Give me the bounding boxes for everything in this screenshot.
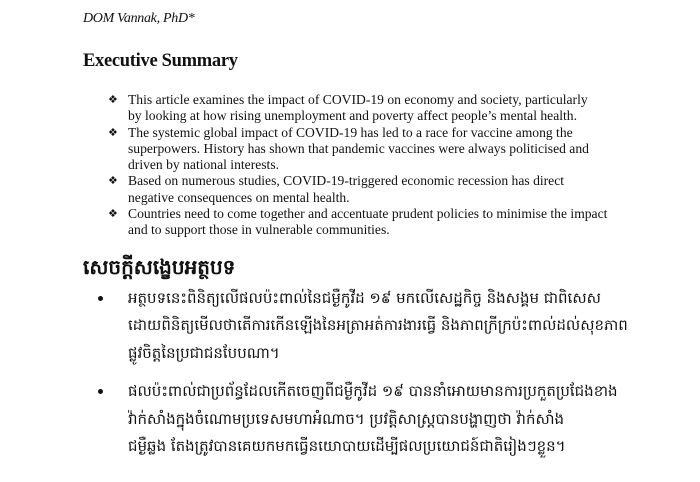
text-line: Based on numerous studies, COVID-19-triggered economic recession has direct xyxy=(128,173,565,189)
summary-item xyxy=(108,92,658,125)
text-line: negative consequences on mental health. xyxy=(128,189,350,205)
diamond-bullet-icon: ❖ xyxy=(108,174,118,188)
text-line: វ៉ាក់សាំងក្នុងចំណោមប្រទេសមហាអំណាច។ ប្រវត្តិសាស្ត្របានបង្ហាញថា វ៉ាក់សាំង xyxy=(128,409,565,428)
text-line: ជម្ងឺឆ្លង តែងត្រូវបានគេយកមកធ្វើនយោបាយដើម្បីផលប្រយោជន៍ជាតិរៀងៗខ្លួន។ xyxy=(128,437,566,456)
summary-list-en xyxy=(108,92,658,239)
diamond-bullet-icon: ❖ xyxy=(108,207,118,221)
diamond-bullet-icon: ❖ xyxy=(108,125,118,139)
text-line: អត្ថបទនេះពិនិត្យលើផលប៉ះពាល់នៃជម្ងឺកូវីដ ១៩ មកលើសេដ្ឋកិច្ច និងសង្គម ជាពិសេស xyxy=(128,288,601,307)
text-line: ផ្លូវចិត្តនៃប្រជាជនបែបណា។ xyxy=(128,343,280,362)
text-line: This article examines the impact of COVID-19 on economy and society, particularly xyxy=(128,92,588,107)
section-heading-khmer: សេចក្តីសង្ខេបអត្ថបទ xyxy=(83,254,236,279)
text-line: by looking at how rising unemployment and poverty affect people’s mental health. xyxy=(128,108,577,124)
section-heading-executive-summary: Executive Summary xyxy=(83,51,238,71)
author-name: DOM Vannak, PhD* xyxy=(83,11,195,26)
summary-item xyxy=(108,173,658,206)
bullet-dot-icon xyxy=(98,296,103,301)
text-line: ផលប៉ះពាល់ជាប្រព័ន្ធដែលកើតចេញពីជម្ងឺកូវីដ ១៩ បាននាំអោយមានការប្រកួតប្រជែងខាង xyxy=(128,382,618,401)
summary-item xyxy=(108,206,658,239)
summary-item xyxy=(108,125,658,174)
bullet-dot-icon xyxy=(98,389,103,394)
text-line: and to support those in vulnerable communities. xyxy=(128,222,390,238)
text-line: Countries need to come together and accentuate prudent policies to minimise the impact xyxy=(128,206,608,222)
diamond-bullet-icon: ❖ xyxy=(108,93,118,106)
text-line: ដោយពិនិត្យមើលថាតើការកើនឡើងនៃអត្រាអត់ការងារធ្វើ និងភាពក្រីក្រប៉ះពាល់ដល់សុខភាព xyxy=(128,316,628,335)
text-line: driven by national interests. xyxy=(128,157,280,173)
summary-list-kh xyxy=(96,285,656,461)
summary-item-kh xyxy=(96,378,656,461)
text-line: superpowers. History has shown that pandemic vaccines were always politicised and xyxy=(128,140,589,156)
summary-item-kh xyxy=(96,285,656,368)
text-line: The systemic global impact of COVID-19 has led to a race for vaccine among the xyxy=(128,124,573,140)
